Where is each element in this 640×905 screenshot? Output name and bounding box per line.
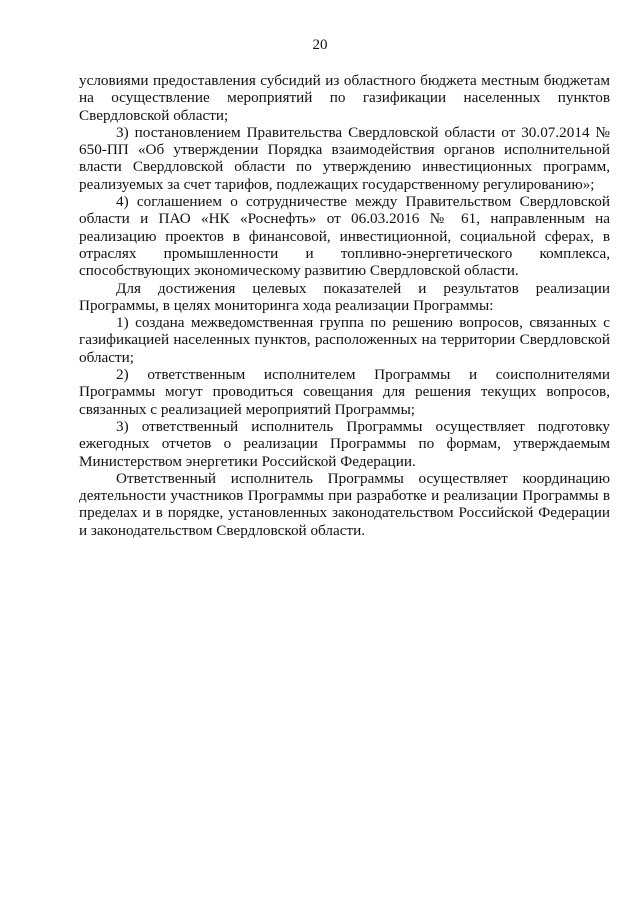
page-number: 20 — [312, 37, 328, 53]
paragraph-monitoring-item-1: 1) создана межведомственная группа по решению вопросов, связанных с газификацией населенных пунктов, расположенных на территории Свердловской области; — [79, 314, 610, 366]
paragraph-continuation: условиями предоставления субсидий из областного бюджета местным бюджетам на осуществление мероприятий по газификации населенных пунктов Свердловской области; — [79, 72, 610, 124]
document-body — [79, 72, 610, 539]
paragraph-monitoring-item-2: 2) ответственным исполнителем Программы и соисполнителями Программы могут проводиться совещания для решения текущих вопросов, связанных с реализацией мероприятий Программы; — [79, 366, 610, 418]
paragraph-item-4-agreement: 4) соглашением о сотрудничестве между Правительством Свердловской области и ПАО «НК «Роснефть» от 06.03.2016 № 61, направленным на реализацию проектов в финансовой, инвестиционной, социальной сферах, в отраслях промышленности и топливно-энергетического комплекса, способствующих экономическому развитию Свердловской области. — [79, 193, 610, 280]
paragraph-monitoring-item-3: 3) ответственный исполнитель Программы осуществляет подготовку ежегодных отчетов о реализации Программы по формам, утверждаемым Министерством энергетики Российской Федерации. — [79, 417, 610, 470]
paragraph-item-3-resolution: 3) постановлением Правительства Свердловской области от 30.07.2014 № 650-ПП «Об утверждении Порядка взаимодействия органов исполнительной власти Свердловской области по утверждению инвестиционных программ, реализуемых за счет тарифов, подлежащих государственному регулированию»; — [79, 123, 610, 193]
paragraph-coordination: Ответственный исполнитель Программы осуществляет координацию деятельности участников Программы при разработке и реализации Программы в пределах и в порядке, установленных законодательством Российской Федерации и законодательством Свердловской области. — [79, 469, 610, 539]
paragraph-monitoring-intro: Для достижения целевых показателей и результатов реализации Программы, в целях мониторинга хода реализации Программы: — [79, 279, 610, 314]
